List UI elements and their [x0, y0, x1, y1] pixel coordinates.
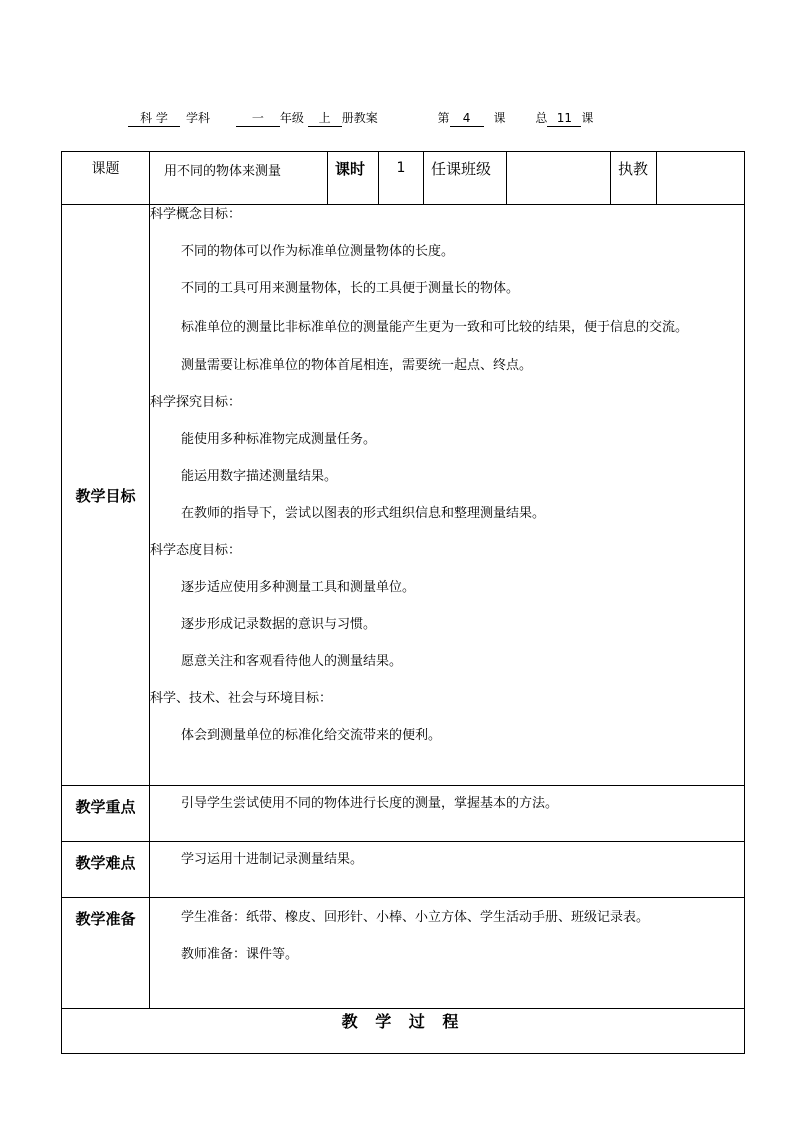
header-grade: 一 [236, 110, 280, 127]
difficulty-text: 学习运用十进制记录测量结果。 [181, 852, 364, 867]
key-point-text: 引导学生尝试使用不同的物体进行长度的测量，掌握基本的方法。 [181, 796, 559, 811]
header-total-suffix: 课 [581, 111, 594, 125]
teacher-preparation: 教师准备：课件等。 [181, 947, 299, 962]
concept-goal-item: 不同的工具可用来测量物体，长的工具便于测量长的物体。 [181, 281, 520, 296]
student-preparation: 学生准备：纸带、橡皮、回形针、小棒、小立方体、学生活动手册、班级记录表。 [181, 910, 650, 925]
header-total-prefix: 总 [535, 111, 548, 125]
lesson-plan-table [61, 151, 745, 1054]
concept-goal-title: 科学概念目标： [150, 207, 242, 222]
header-total-number: 11 [547, 110, 581, 127]
inquiry-goal-item: 能使用多种标准物完成测量任务。 [181, 432, 377, 447]
header-lesson-suffix: 课 [493, 111, 506, 125]
topic-value: 用不同的物体来测量 [150, 152, 328, 205]
process-title: 教 学 过 程 [62, 1009, 745, 1054]
header-lesson-prefix: 第 [437, 111, 450, 125]
stse-goal-title: 科学、技术、社会与环境目标： [150, 691, 333, 706]
inquiry-goal-item: 能运用数字描述测量结果。 [181, 469, 338, 484]
concept-goal-item: 测量需要让标准单位的物体首尾相连，需要统一起点、终点。 [181, 358, 533, 373]
hours-value: 1 [379, 152, 424, 205]
topic-row [62, 152, 745, 205]
attitude-goal-item: 愿意关注和客观看待他人的测量结果。 [181, 654, 403, 669]
preparation-row [62, 898, 745, 1009]
header-term-suffix: 册教案 [341, 111, 378, 125]
header-subject: 科 学 [128, 110, 180, 127]
stse-goal-item: 体会到测量单位的标准化给交流带来的便利。 [181, 728, 442, 743]
hours-label: 课时 [328, 152, 379, 205]
preparation-label: 教学准备 [62, 898, 150, 1009]
process-row [62, 1009, 745, 1054]
attitude-goal-item: 逐步形成记录数据的意识与习惯。 [181, 617, 377, 632]
document-header [128, 108, 593, 128]
header-term: 上 [308, 110, 342, 127]
objectives-content [150, 205, 745, 786]
teacher-label: 执教 [611, 152, 657, 205]
attitude-goal-title: 科学态度目标： [150, 543, 242, 558]
key-point-label: 教学重点 [62, 786, 150, 842]
concept-goal-item: 不同的物体可以作为标准单位测量物体的长度。 [181, 244, 455, 259]
inquiry-goal-title: 科学探究目标： [150, 395, 242, 410]
class-label: 任课班级 [424, 152, 507, 205]
key-point-row [62, 786, 745, 842]
header-subject-suffix: 学科 [186, 111, 211, 125]
objectives-label: 教学目标 [62, 205, 150, 786]
topic-label: 课题 [62, 152, 150, 205]
header-lesson-number: 4 [450, 110, 484, 127]
header-grade-suffix: 年级 [279, 111, 304, 125]
difficulty-row [62, 842, 745, 898]
objectives-row [62, 205, 745, 786]
class-value[interactable] [507, 152, 611, 205]
attitude-goal-item: 逐步适应使用多种测量工具和测量单位。 [181, 580, 416, 595]
teacher-value[interactable] [657, 152, 745, 205]
difficulty-label: 教学难点 [62, 842, 150, 898]
concept-goal-item: 标准单位的测量比非标准单位的测量能产生更为一致和可比较的结果，便于信息的交流。 [181, 320, 689, 335]
inquiry-goal-item: 在教师的指导下，尝试以图表的形式组织信息和整理测量结果。 [181, 506, 546, 521]
